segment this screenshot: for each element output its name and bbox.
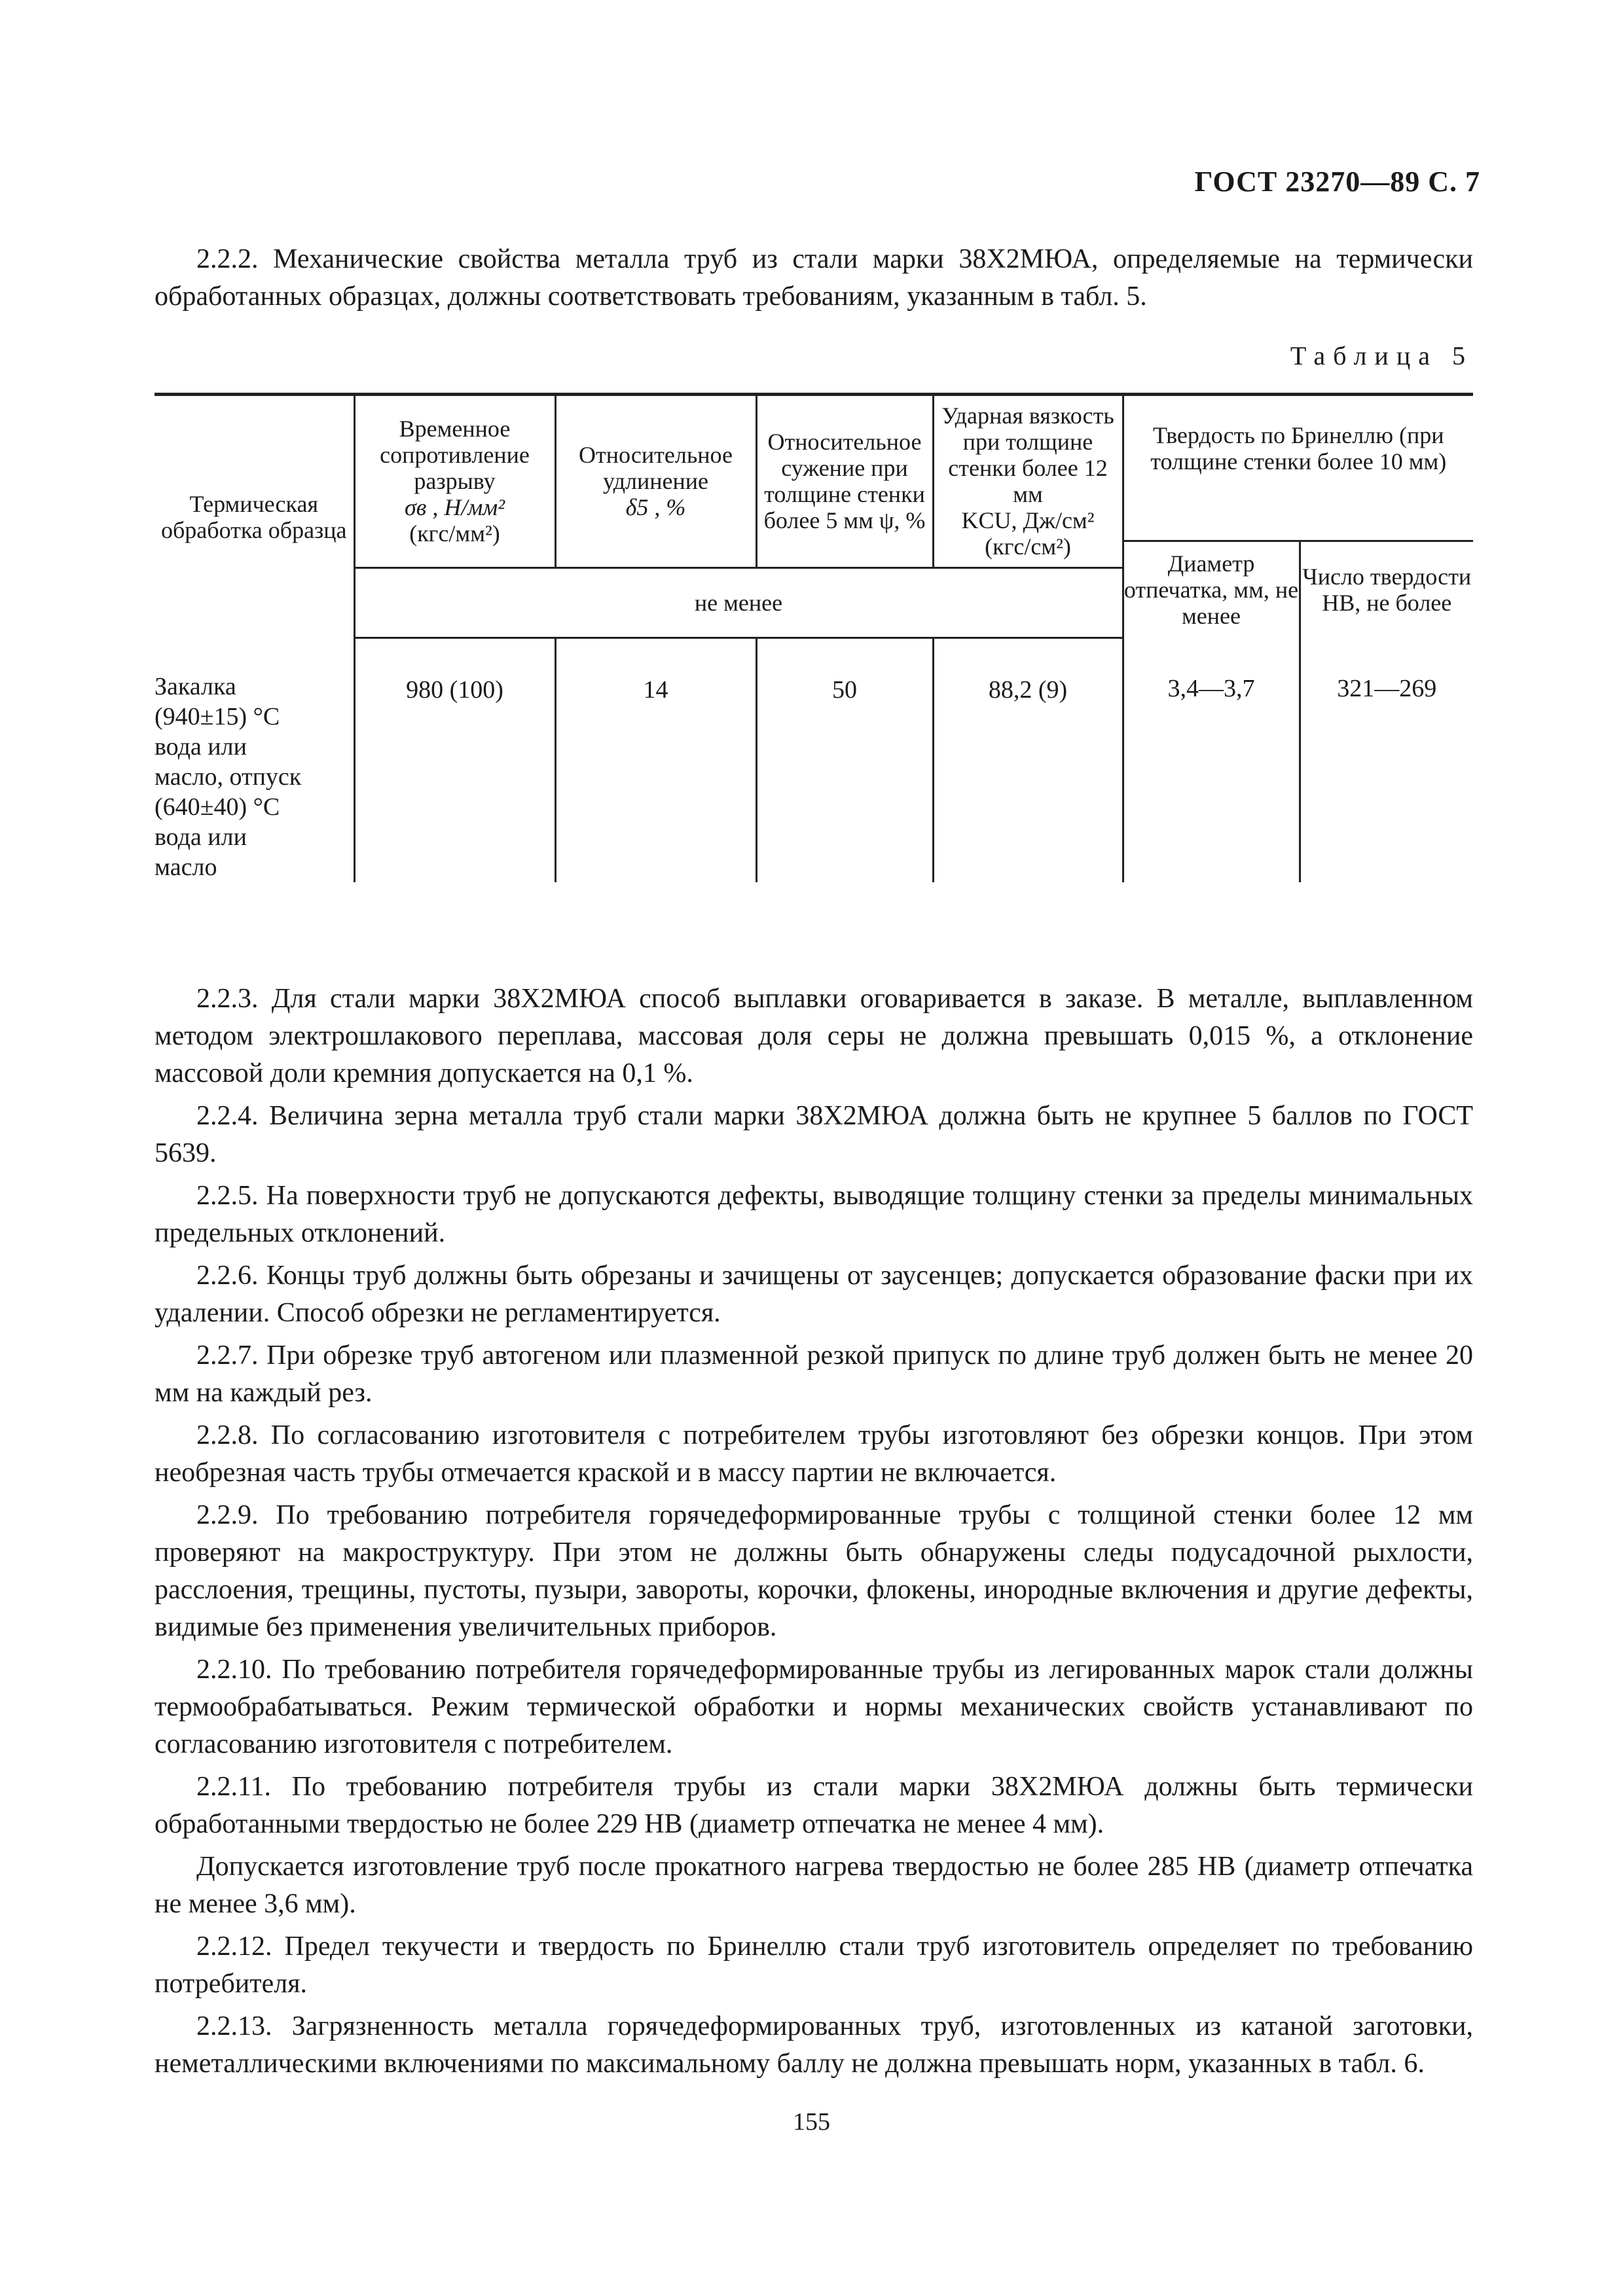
cell-tensile: 980 (100) [354,637,555,882]
header-hardness-group: Твердость по Бринеллю (при толщине стенки более 10 мм) [1123,395,1473,541]
body-text [155,980,1473,2088]
paragraph-2-2-3: 2.2.3. Для стали марки 38Х2МЮА способ выплавки оговаривается в заказе. В металле, выплавленном методом электрошлакового переплава, массовая доля серы не должна превышать 0,015 %, а отклонение массовой доли кремния допускается на 0,1 %. [155,984,1473,1088]
paragraph-2-2-5: 2.2.5. На поверхности труб не допускаются дефекты, выводящие толщину стенки за пределы минимальных предельных отклонений. [155,1181,1473,1248]
mechanical-properties-table [155,393,1473,882]
cell-imprint-diameter: 3,4—3,7 [1123,637,1300,882]
header-tensile: Временное сопротивление разрыву σв , Н/мм² (кгс/мм²) [354,395,555,568]
page-number: 155 [793,2108,830,2136]
paragraph-2-2-6: 2.2.6. Концы труб должны быть обрезаны и зачищены от заусенцев; допускается образование фаски при их удалении. Способ обрезки не регламентируется. [155,1261,1473,1328]
header-hb-number: Число твердости НВ, не более [1300,541,1473,638]
header-reduction: Относительное сужение при толщине стенки более 5 мм ψ, % [756,395,933,568]
intro-paragraph: 2.2.2. Механические свойства металла труб из стали марки 38Х2МЮА, определяемые на термически обработанных образцах, должны соответствовать требованиям, указанным в табл. 5. [155,244,1473,312]
paragraph-2-2-7: 2.2.7. При обрезке труб автогеном или плазменной резкой припуск по длине труб должен быть не менее 20 мм на каждый рез. [155,1340,1473,1408]
paragraph-2-2-8: 2.2.8. По согласованию изготовителя с потребителем трубы изготовляют без обрезки концов. При этом необрезная часть трубы отмечается краской и в массу партии не включается. [155,1420,1473,1488]
paragraph-2-2-13: 2.2.13. Загрязненность металла горячедеформированных труб, изготовленных из катаной заготовки, неметаллическими включениями по максимальному баллу не должна превышать норм, указанных в табл. 6. [155,2011,1473,2079]
cell-treatment: Закалка (940±15) °С вода или масло, отпуск (640±40) °С вода или масло [155,637,354,882]
header-treatment: Термическая обработка образца [155,395,354,638]
cell-reduction: 50 [756,637,933,882]
paragraph-2-2-12: 2.2.12. Предел текучести и твердость по Бринеллю стали труб изготовитель определяет по требованию потребителя. [155,1931,1473,1999]
page-header: ГОСТ 23270—89 С. 7 [1194,166,1480,198]
paragraph-2-2-9: 2.2.9. По требованию потребителя горячедеформированные трубы с толщиной стенки более 12 мм проверяют на макроструктуру. При этом не должны быть обнаружены следы подусадочной рыхлости, расслоения, трещины, пустоты, пузыри, завороты, корочки, флокены, инородные включения и другие дефекты, видимые без применения увеличительных приборов. [155,1500,1473,1642]
table-row [155,637,1473,882]
header-imprint-diameter: Диаметр отпечатка, мм, не менее [1123,541,1300,638]
header-elongation: Относительное удлинение δ5 , % [555,395,756,568]
paragraph-2-2-10: 2.2.10. По требованию потребителя горячедеформированные трубы из легированных марок стали должны термообрабатываться. Режим термической обработки и нормы механических свойств устанавливают по согласованию изготовителя с потребителем. [155,1655,1473,1759]
paragraph-2-2-11-note: Допускается изготовление труб после прокатного нагрева твердостью не более 285 НВ (диаметр отпечатка не менее 3,6 мм). [155,1852,1473,1919]
cell-elongation: 14 [555,637,756,882]
header-min-note: не менее [354,567,1123,637]
cell-hb-number: 321—269 [1300,637,1473,882]
table-caption: Таблица 5 [1290,341,1473,370]
paragraph-2-2-4: 2.2.4. Величина зерна металла труб стали марки 38Х2МЮА должна быть не крупнее 5 баллов по ГОСТ 5639. [155,1101,1473,1168]
cell-impact: 88,2 (9) [933,637,1123,882]
header-impact: Ударная вязкость при толщине стенки более 12 мм KCU, Дж/см² (кгс/см²) [933,395,1123,568]
paragraph-2-2-11: 2.2.11. По требованию потребителя трубы из стали марки 38Х2МЮА должны быть термически обработанными твердостью не более 229 НВ (диаметр отпечатка не менее 4 мм). [155,1772,1473,1839]
